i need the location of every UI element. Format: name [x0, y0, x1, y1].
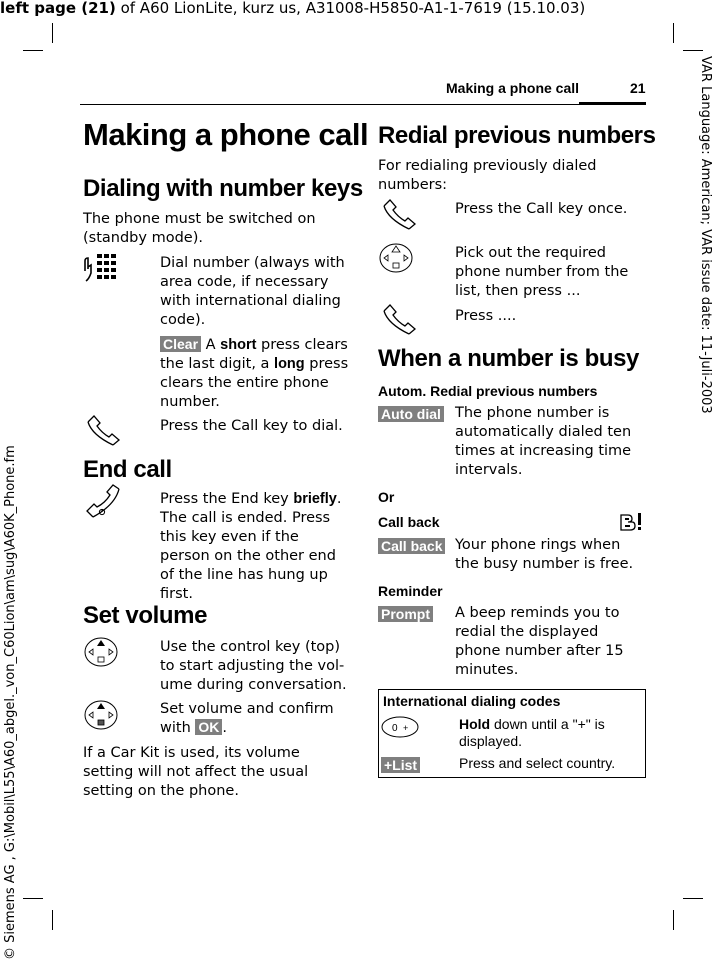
redial-step-1: Press the Call key once. [455, 201, 628, 217]
or-label: Or [378, 489, 395, 505]
call-back-softkey[interactable]: Call back [378, 538, 445, 554]
reminder-heading: Reminder [378, 583, 443, 599]
call-key-icon [85, 413, 123, 445]
print-header-page: left page (21) [0, 0, 116, 17]
call-key-icon [381, 197, 419, 229]
crop-mark [673, 910, 674, 930]
dialing-heading: Dialing with number keys [83, 175, 363, 202]
busy-heading: When a number is busy [378, 345, 639, 372]
auto-dial-key-wrap [378, 404, 444, 423]
dialing-intro: The phone must be switched on (standby mode). [83, 211, 316, 246]
crop-mark [683, 50, 703, 51]
plus-list-softkey[interactable]: +List [381, 757, 420, 773]
copyright-margin: © Siemens AG , G:\Mobil\L55\A60_abgel._von_C60Lion\am\sug\A60K_Phone.fm [3, 445, 18, 960]
end-call-heading: End call [83, 456, 172, 483]
redial-step-2: Pick out the required phone number from the list, then press ... [455, 245, 629, 299]
call-key-icon [381, 302, 419, 334]
control-key-up-icon [83, 636, 119, 668]
prompt-softkey[interactable]: Prompt [378, 606, 433, 622]
crop-mark [52, 910, 53, 930]
prompt-key-wrap [378, 604, 433, 623]
prompt-text: A beep reminds you to redial the displayed phone number after 15 minutes. [455, 605, 624, 678]
volume-text-1: Use the control key (top) to start adjusting the vol-ume during conversation. [160, 639, 347, 693]
auto-dial-softkey[interactable]: Auto dial [378, 406, 444, 422]
call-back-key-wrap [378, 536, 445, 555]
call-key-text: Press the Call key to dial. [160, 418, 343, 434]
crop-mark [683, 898, 703, 899]
redial-step-3: Press .... [455, 308, 517, 324]
redial-heading: Redial previous numbers [378, 122, 656, 149]
callback-bell-icon [618, 511, 644, 531]
ok-softkey[interactable]: OK [195, 719, 222, 735]
running-title: Making a phone call [446, 80, 580, 96]
auto-dial-text: The phone number is automatically dialed ten times at increasing time intervals. [455, 405, 632, 478]
crop-mark [23, 50, 43, 51]
end-key-icon [85, 485, 123, 519]
call-back-heading: Call back [378, 514, 440, 530]
international-codes-heading: International dialing codes [383, 693, 561, 709]
plus-list-key-wrap [381, 755, 420, 774]
crop-mark [23, 898, 43, 899]
zero-plus-key-icon [381, 716, 419, 738]
control-key-updown-icon [378, 242, 414, 274]
page-number: 21 [630, 80, 646, 96]
crop-mark [673, 23, 674, 43]
hold-text: Hold down until a "+" is displayed. [459, 716, 605, 749]
clear-paragraph: Clear A short press clears the last digit, a long press clears the entire phone number. [160, 336, 349, 410]
volume-text-2: Set volume and confirm with OK . [160, 701, 334, 736]
set-volume-heading: Set volume [83, 602, 208, 629]
control-key-updown-icon [83, 699, 119, 731]
header-rule-thick [579, 102, 646, 105]
car-kit-note: If a Car Kit is used, its volume setting will not affect the usual setting on the phone. [83, 745, 309, 799]
redial-intro: For redialing previously dialed numbers: [378, 158, 597, 193]
svg-text:0: 0 [392, 723, 398, 734]
clear-softkey[interactable]: Clear [160, 336, 201, 352]
page-title: Making a phone call [83, 117, 369, 152]
svg-text:+: + [403, 723, 409, 733]
print-header-info: of A60 LionLite, kurz us, A31008-H5850-A1-1-7619 (15.10.03) [115, 0, 586, 17]
var-language-margin: VAR Language: American; VAR issue date: 11-Juli-2003 [698, 56, 713, 414]
end-call-text: Press the End key briefly. The call is ended. Press this key even if the person on the other end of the line has hung up first. [160, 491, 342, 602]
dial-number-text: Dial number (always with area code, if necessary with international dialing code). [160, 255, 345, 328]
keypad-icon [83, 253, 117, 283]
header-rule [80, 104, 646, 105]
call-back-text: Your phone rings when the busy number is free. [455, 537, 634, 572]
autom-redial-heading: Autom. Redial previous numbers [378, 383, 598, 399]
plus-list-text: Press and select country. [459, 755, 616, 771]
crop-mark [52, 23, 53, 43]
print-header [0, 0, 585, 17]
